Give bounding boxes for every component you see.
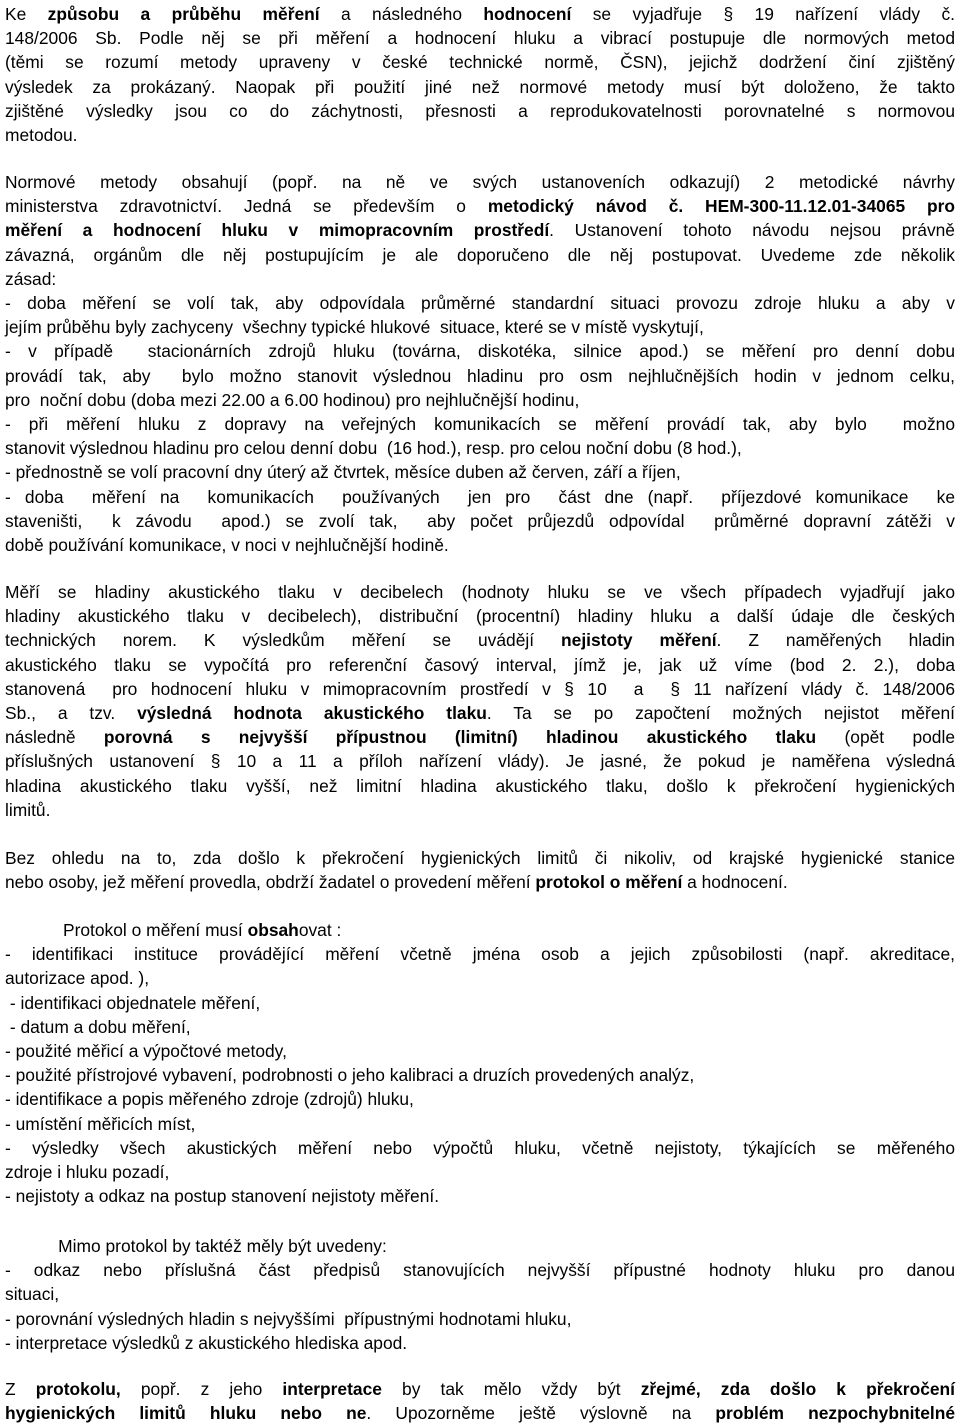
text-run: nebo osoby, jež měření provedla, obdrží žadatel o provedení měření <box>5 872 536 893</box>
text-run: - přednostně se volí pracovní dny úterý až čtvrtek, měsíce duben až červen, září a říjen, <box>5 462 681 483</box>
text-run: Mimo protokol by taktéž měly být uvedeny: <box>5 1236 387 1256</box>
text-run: - identifikace a popis měřeného zdroje (zdrojů) hluku, <box>5 1089 414 1110</box>
paragraph-normative-methods <box>5 170 955 557</box>
text-line <box>5 1039 955 1063</box>
text-line <box>5 388 955 412</box>
text-line <box>5 75 955 99</box>
bold-text-run: protokol o měření <box>535 872 683 893</box>
text-line <box>5 628 955 652</box>
text-line <box>5 1377 955 1401</box>
text-run: výsledek za prokázaný. Naopak při použití jiné než normové metody musí být doloženo, že takto <box>5 76 955 97</box>
text-line <box>5 1234 955 1258</box>
text-run: ovat : <box>298 920 342 940</box>
text-run: limitů. <box>5 799 51 820</box>
bold-text-run: měření a hodnocení hluku v mimopracovním prostředí <box>5 220 550 241</box>
text-run: - výsledky všech akustických měření nebo výpočtů hluku, včetně nejistoty, týkajících se měřeného <box>5 1137 955 1158</box>
text-line <box>5 942 955 966</box>
text-run: staveništi, k závodu apod.) se zvolí tak, aby počet průjezdů odpovídal průměrné dopravní zátěži v <box>5 510 955 531</box>
text-line <box>5 170 955 194</box>
paragraph-protocol-issued <box>5 846 955 894</box>
text-run: Ke <box>5 4 48 24</box>
text-run: - porovnání výsledných hladin s nejvyššími přípustnými hodnotami hluku, <box>5 1308 572 1329</box>
text-run: Měří se hladiny akustického tlaku v decibelech (hodnoty hluku se ve všech případech vyjadřují jako <box>5 582 955 602</box>
text-run: - odkaz nebo příslušná část předpisů stanovujících nejvyšší přípustné hodnoty hluku pro danou <box>5 1260 955 1281</box>
text-line <box>5 846 955 870</box>
text-run: - identifikaci instituce provádějící měření včetně jména osob a jejich způsobilosti (např. akreditace, <box>5 944 955 965</box>
text-run: následně <box>5 727 104 748</box>
text-line <box>5 485 955 509</box>
bold-text-run: hygienických limitů hluku nebo ne <box>5 1403 367 1424</box>
text-line <box>5 1136 955 1160</box>
text-run: - použité přístrojové vybavení, podrobnosti o jeho kalibraci a druzích provedených analýz, <box>5 1065 695 1086</box>
text-line <box>5 870 955 894</box>
text-line <box>5 1307 955 1331</box>
text-line <box>5 701 955 725</box>
text-run: závazná, orgánům dle něj postupujícím je ale doporučeno dle něj postupovat. Uvedeme zde několik <box>5 244 955 265</box>
text-run: situaci, <box>5 1284 60 1305</box>
text-line <box>5 653 955 677</box>
text-run: Sb., a tzv. <box>5 703 138 724</box>
text-run: zjištěné výsledky jsou co do záchytnosti, přesnosti a reprodukovatelnosti porovnatelné s normovou <box>5 100 955 121</box>
text-run: stanovit výslednou hladinu pro celou denní dobu (16 hod.), resp. pro celou noční dobu (8 hod.), <box>5 438 742 459</box>
text-run: ministerstva zdravotnictví. Jedná se především o <box>5 196 488 217</box>
text-run: Protokol o měření musí <box>5 920 248 940</box>
text-line <box>5 604 955 628</box>
text-run: a následného <box>319 4 484 24</box>
bold-text-run: protokolu, <box>35 1379 121 1399</box>
text-run: - datum a dobu měření, <box>5 1016 191 1037</box>
text-line <box>5 26 955 50</box>
text-line <box>5 1063 955 1087</box>
text-line <box>5 1282 955 1306</box>
text-run: se vyjadřuje § 19 nařízení vlády č. <box>571 4 956 24</box>
text-run: by tak mělo vždy být <box>381 1379 641 1399</box>
text-run: - nejistoty a odkaz na postup stanovení nejistoty měření. <box>5 1186 440 1207</box>
text-line <box>5 1015 955 1039</box>
text-line <box>5 267 955 291</box>
bold-text-run: způsobu a průběhu měření <box>47 4 320 24</box>
text-line <box>5 1087 955 1111</box>
text-run: zdroje i hluku pozadí, <box>5 1162 170 1183</box>
text-line <box>5 749 955 773</box>
text-line <box>5 1184 955 1208</box>
text-run: Normové metody obsahují (popř. na ně ve svých ustanoveních odkazují) 2 metodické návrhy <box>5 172 955 192</box>
paragraph-conclusion <box>5 1377 955 1425</box>
text-line <box>5 339 955 363</box>
bold-text-run: zřejmé, zda došlo k překročení <box>640 1379 955 1399</box>
text-line <box>5 918 955 942</box>
text-line <box>5 677 955 701</box>
text-run: hladiny akustického tlaku v decibelech), distribuční (procentní) hladiny hluku a další údaje dle českých <box>5 606 955 627</box>
text-line <box>5 1112 955 1136</box>
text-run: akustického tlaku se vypočítá pro referenční časový interval, jímž je, jak už víme (bod 2. 2.), doba <box>5 654 955 675</box>
text-run: Z <box>5 1379 36 1399</box>
text-line <box>5 991 955 1015</box>
text-run: 148/2006 Sb. Podle něj se při měření a hodnocení hluku a vibrací postupuje dle normových metod <box>5 28 955 49</box>
text-run: . Upozorněme ještě výslovně na <box>366 1403 716 1424</box>
text-run: - umístění měřicích míst, <box>5 1113 196 1134</box>
paragraph-sound-levels <box>5 580 955 822</box>
text-run: pro noční dobu (doba mezi 22.00 a 6.00 hodinou) pro nejhlučnější hodinu, <box>5 389 580 410</box>
text-line <box>5 50 955 74</box>
text-run: - v případě stacionárních zdrojů hluku (továrna, diskotéka, silnice apod.) se měření pro denní dobu <box>5 341 955 362</box>
text-run: (těmi se rozumí metody upraveny v české technické normě, ČSN), jejichž dodržení činí zjištěný <box>5 52 955 73</box>
text-run: době používání komunikace, v noci v nejhlučnější hodině. <box>5 535 449 556</box>
text-run: zásad: <box>5 268 57 289</box>
text-run: . Z naměřených hladin <box>716 630 955 651</box>
text-line <box>5 509 955 533</box>
text-run: popř. z jeho <box>120 1379 283 1399</box>
text-line <box>5 194 955 218</box>
text-line <box>5 364 955 388</box>
bold-text-run: metodický návod č. HEM-300-11.12.01-34065 pro <box>487 196 956 217</box>
text-run: - použité měřicí a výpočtové metody, <box>5 1041 287 1062</box>
text-line <box>5 1258 955 1282</box>
text-line <box>5 798 955 822</box>
text-run: - identifikaci objednatele měření, <box>5 992 261 1013</box>
bold-text-run: obsah <box>247 920 299 940</box>
text-line <box>5 725 955 749</box>
paragraph-protocol-contents <box>5 918 955 1208</box>
text-line <box>5 412 955 436</box>
bold-text-run: nejistoty měření <box>561 630 717 651</box>
text-line <box>5 243 955 267</box>
text-run: stanovená pro hodnocení hluku v mimopracovním prostředí v § 10 a § 11 nařízení vlády č. 148/2006 <box>5 678 955 699</box>
text-run: a hodnocení. <box>682 872 788 893</box>
bold-text-run: porovná s nejvyšší přípustnou (limitní) hladinou akustického tlaku <box>103 727 817 748</box>
text-run: - doba měření na komunikacích používaných jen pro část dne (např. příjezdové komunikace ke <box>5 486 955 507</box>
text-line <box>5 1160 955 1184</box>
text-run: . Ta se po započtení možných nejistot měření <box>486 703 955 724</box>
text-line <box>5 123 955 147</box>
text-line <box>5 218 955 242</box>
text-line <box>5 460 955 484</box>
bold-text-run: výsledná hodnota akustického tlaku <box>137 703 487 724</box>
text-line <box>5 533 955 557</box>
text-line <box>5 1401 955 1425</box>
text-run: (opět podle <box>816 727 956 748</box>
text-run: autorizace apod. ), <box>5 968 150 989</box>
text-run: provádí tak, aby bylo možno stanovit výslednou hladinu pro osm nejhlučnějších hodin v jednom celku, <box>5 365 955 386</box>
paragraph-outside-protocol <box>5 1234 955 1355</box>
text-run: jejím průběhu byly zachyceny všechny typické hlukové situace, které se v místě vyskytují, <box>5 317 704 338</box>
text-line <box>5 580 955 604</box>
text-line <box>5 774 955 798</box>
bold-text-run: hodnocení <box>483 4 572 24</box>
text-run: hladina akustického tlaku vyšší, než limitní hladina akustického tlaku, došlo k překročení hygienických <box>5 775 955 796</box>
bold-text-run: interpretace <box>282 1379 382 1399</box>
text-line <box>5 2 955 26</box>
text-run: . Ustanovení tohoto návodu nejsou právně <box>549 220 955 241</box>
text-line <box>5 1331 955 1355</box>
text-run: - při měření hluku z dopravy na veřejných komunikacích se měření provádí tak, aby bylo možno <box>5 414 955 435</box>
bold-text-run: problém nezpochybnitelné <box>715 1403 956 1424</box>
text-run: metodou. <box>5 125 78 146</box>
text-run: Bez ohledu na to, zda došlo k překročení hygienických limitů či nikoliv, od krajské hygienické stanice <box>5 848 955 868</box>
text-line <box>5 99 955 123</box>
text-line <box>5 966 955 990</box>
text-run: technických norem. K výsledkům měření se uvádějí <box>5 630 562 651</box>
paragraph-measurement-method <box>5 2 955 147</box>
text-line <box>5 436 955 460</box>
text-line <box>5 291 955 315</box>
text-run: příslušných ustanovení § 10 a 11 a příloh nařízení vlády). Je jasné, že pokud je naměřena výsledná <box>5 751 955 772</box>
text-line <box>5 315 955 339</box>
text-run: - doba měření se volí tak, aby odpovídala průměrné standardní situaci provozu zdroje hluku a aby v <box>5 293 955 314</box>
text-run: - interpretace výsledků z akustického hlediska apod. <box>5 1332 408 1353</box>
